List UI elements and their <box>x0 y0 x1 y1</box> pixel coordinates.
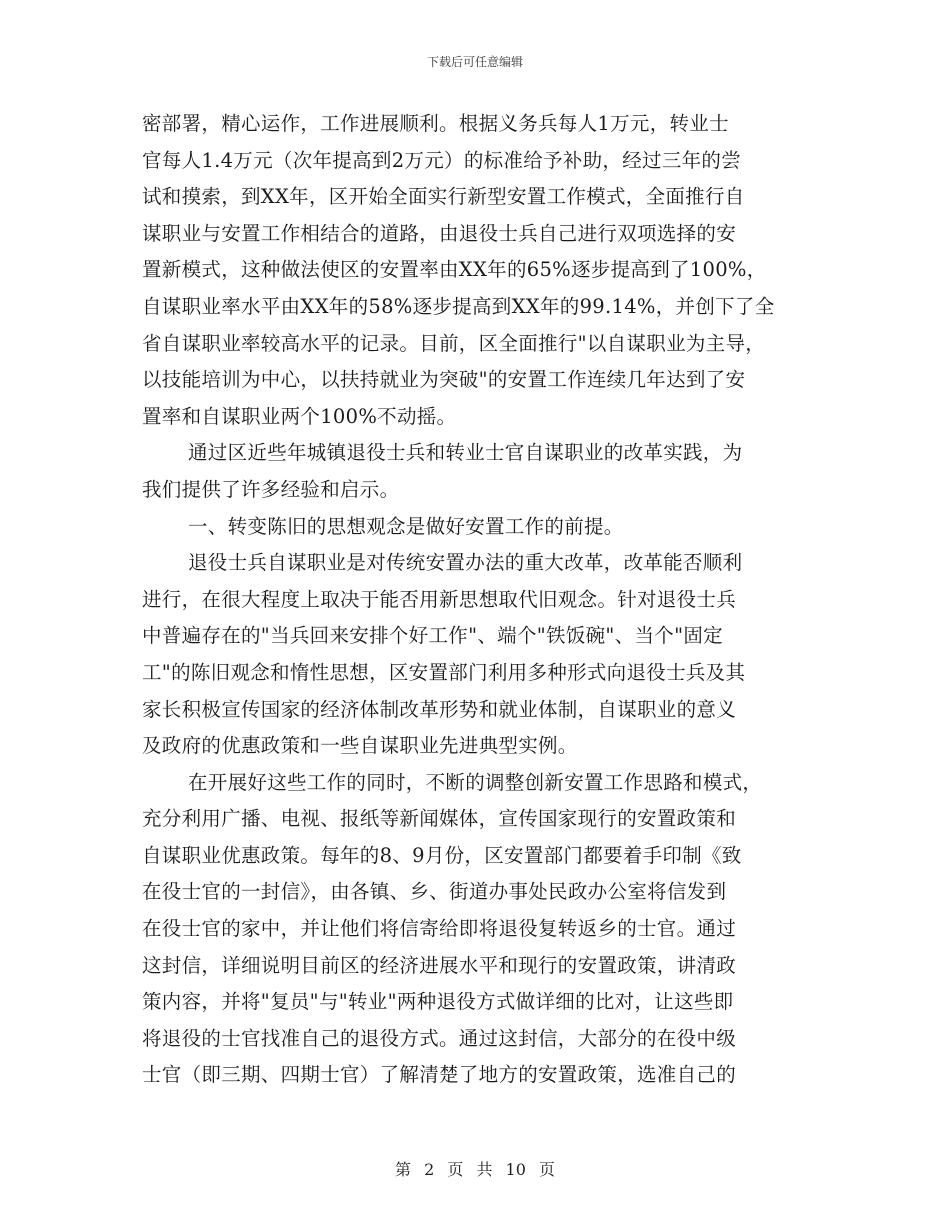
text-line: 通过区近些年城镇退役士兵和转业士官自谋职业的改革实践，为 <box>188 441 743 465</box>
text-line: 工"的陈旧观念和惰性思想，区安置部门利用多种形式向退役士兵及其 <box>142 660 746 684</box>
text-line: 一、转变陈旧的思想观念是做好安置工作的前提。 <box>188 514 624 538</box>
text-line: 进行，在很大程度上取决于能否用新思想取代旧观念。针对退役士兵 <box>142 587 737 611</box>
paragraph <box>142 509 822 546</box>
paragraph <box>142 765 822 1094</box>
text-line: 充分利用广播、电视、报纸等新闻媒体，宣传国家现行的安置政策和 <box>142 807 737 831</box>
text-line: 将退役的士官找准自己的退役方式。通过这封信，大部分的在役中级 <box>142 1026 737 1050</box>
text-line: 自谋职业优惠政策。每年的8、9月份，区安置部门都要着手印制《致 <box>142 843 742 867</box>
text-line: 省自谋职业率较高水平的记录。目前，区全面推行"以自谋职业为主导， <box>142 331 766 355</box>
paragraph <box>142 435 822 508</box>
text-line: 策内容，并将"复员"与"转业"两种退役方式做详细的比对，让这些即 <box>142 990 734 1014</box>
page-footer: 第 2 页 共 10 页 <box>395 1160 555 1179</box>
page-header: 下载后可任意编辑 <box>426 55 523 69</box>
text-line: 这封信，详细说明目前区的经济进展水平和现行的安置政策，讲清政 <box>142 953 737 977</box>
text-line: 家长积极宣传国家的经济体制改革形势和就业体制，自谋职业的意义 <box>142 697 737 721</box>
text-line: 在开展好这些工作的同时，不断的调整创新安置工作思路和模式， <box>188 770 763 794</box>
text-line: 置新模式，这种做法使区的安置率由XX年的65%逐步提高到了100%， <box>142 258 767 282</box>
text-line: 中普遍存在的"当兵回来安排个好工作"、端个"铁饭碗"、当个"固定 <box>142 624 723 648</box>
text-line: 在役士官的家中，并让他们将信寄给即将退役复转返乡的士官。通过 <box>142 917 737 941</box>
paragraph <box>142 106 822 435</box>
text-line: 及政府的优惠政策和一些自谋职业先进典型实例。 <box>142 734 578 758</box>
text-line: 我们提供了许多经验和启示。 <box>142 477 400 501</box>
text-line: 置率和自谋职业两个100%不动摇。 <box>142 404 457 428</box>
text-line: 以技能培训为中心，以扶持就业为突破"的安置工作连续几年达到了安 <box>142 368 746 392</box>
text-line: 官每人1.4万元（次年提高到2万元）的标准给予补助，经过三年的尝 <box>142 148 742 172</box>
text-line: 密部署，精心运作，工作进展顺利。根据义务兵每人1万元，转业士 <box>142 112 729 135</box>
text-line: 谋职业与安置工作相结合的道路，由退役士兵自己进行双项选择的安 <box>142 221 737 245</box>
text-line: 试和摸索，到XX年，区开始全面实行新型安置工作模式，全面推行自 <box>142 185 745 209</box>
text-line: 士官（即三期、四期士官）了解清楚了地方的安置政策，选准自己的 <box>142 1063 737 1087</box>
text-line: 自谋职业率水平由XX年的58%逐步提高到XX年的99.14%，并创下了全 <box>142 294 775 318</box>
paragraph <box>142 545 822 765</box>
text-line: 退役士兵自谋职业是对传统安置办法的重大改革，改革能否顺利 <box>188 551 743 575</box>
document-body <box>142 106 822 1094</box>
text-line: 在役士官的一封信》，由各镇、乡、街道办事处民政办公室将信发到 <box>142 880 727 904</box>
